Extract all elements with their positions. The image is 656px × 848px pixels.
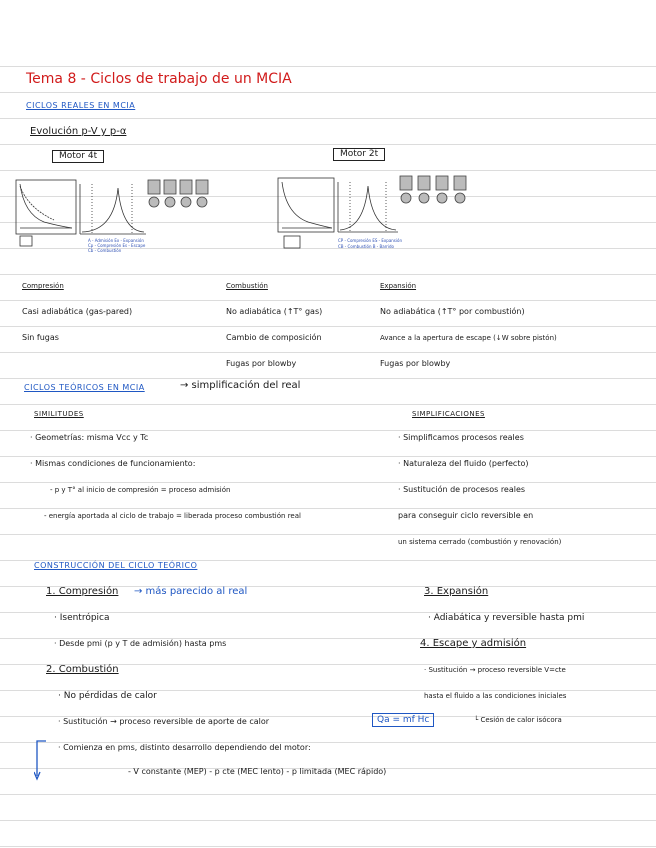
notebook-line [0, 430, 656, 431]
notebook-line [0, 846, 656, 847]
step-exhaust-item: · Sustitución → proceso reversible V=cte [424, 666, 566, 674]
notebook-line [0, 352, 656, 353]
pv-diagram-4t [16, 180, 76, 246]
combustion-variants: - V constante (MEP) - p cte (MEC lento) - p limitada (MEC rápido) [128, 767, 387, 776]
notebook-line [0, 482, 656, 483]
step-compression-title: 1. Compresión [46, 586, 119, 597]
notebook-line [0, 456, 656, 457]
p-alpha-diagram-4t [80, 184, 146, 234]
piston-sketches-2t [400, 176, 466, 203]
phase-compression-item: Sin fugas [22, 333, 59, 342]
similitudes-item: - p y T° al inicio de compresión = proceso admisión [50, 486, 231, 494]
step-compression-item: · Desde pmi (p y T de admisión) hasta pms [54, 639, 227, 648]
step-combustion-title: 2. Combustión [46, 664, 119, 675]
simplificaciones-title: SIMPLIFICACIONES [412, 410, 485, 418]
phase-expansion-item: Fugas por blowby [380, 359, 451, 368]
diagram-2-stroke [276, 174, 482, 258]
phase-expansion-item: No adiabática (↑T° por combustión) [380, 307, 525, 316]
notebook-line [0, 300, 656, 301]
step-combustion-item: · Comienza en pms, distinto desarrollo dependiendo del motor: [58, 743, 311, 752]
similitudes-item: · Mismas condiciones de funcionamiento: [30, 459, 196, 468]
notebook-line [0, 794, 656, 795]
notebook-line [0, 508, 656, 509]
notebook-line [0, 378, 656, 379]
notebook-line [0, 92, 656, 93]
phase-combustion-item: Cambio de composición [226, 333, 322, 342]
fig-caption-2t-2: CB - Combustión B - Barrido [338, 244, 394, 249]
phase-expansion-title: Expansión [380, 282, 417, 290]
similitudes-item: · Geometrías: misma Vcc y Tc [30, 433, 149, 442]
fig-caption-2t-1: CP - Compresión ES - Expansión [338, 238, 402, 243]
phase-compression-item: Casi adiabática (gas-pared) [22, 307, 133, 316]
similitudes-title: SIMILITUDES [34, 410, 84, 418]
step-exhaust-title: 4. Escape y admisión [420, 638, 527, 649]
down-arrow-icon [34, 738, 48, 782]
diagram-4-stroke [14, 176, 214, 258]
section-heading-construction: CONSTRUCCIÓN DEL CICLO TEÓRICO [34, 561, 198, 570]
section-heading-theoretical-cycles: CICLOS TEÓRICOS EN MCIA [24, 383, 145, 392]
step-combustion-item: · No pérdidas de calor [58, 691, 157, 701]
section-heading-real-cycles: CICLOS REALES EN MCIA [26, 101, 136, 110]
similitudes-item: - energía aportada al ciclo de trabajo = liberada proceso combustión real [44, 512, 301, 520]
motor-2t-label: Motor 2t [333, 148, 385, 161]
phase-compression-title: Compresión [22, 282, 64, 290]
fig-caption-4t-3: Cb - Combustión [88, 248, 122, 253]
fig-caption-4t-1: A - Admisión Ex - Expansión [88, 238, 144, 243]
notebook-line [0, 274, 656, 275]
notebook-line [0, 534, 656, 535]
step-expansion-item: · Adiabática y reversible hasta pmi [428, 613, 585, 623]
step-compression-item: · Isentrópica [54, 613, 110, 623]
notebook-line [0, 118, 656, 119]
simplificaciones-item: · Sustitución de procesos reales [398, 485, 526, 494]
motor-4t-label: Motor 4t [52, 150, 104, 163]
pv-diagram-2t [278, 178, 334, 248]
p-alpha-diagram-2t [338, 182, 398, 232]
step-exhaust-item: hasta el fluido a las condiciones iniciales [424, 692, 567, 700]
simplificaciones-item: un sistema cerrado (combustión y renovación) [398, 538, 562, 546]
phase-expansion-item: Avance a la apertura de escape (↓W sobre pistón) [380, 334, 557, 342]
step-expansion-title: 3. Expansión [424, 586, 489, 597]
piston-sketches-4t [148, 180, 208, 207]
phase-combustion-item: No adiabática (↑T° gas) [226, 307, 323, 316]
page-title: Tema 8 - Ciclos de trabajo de un MCIA [26, 71, 292, 87]
step-compression-note: → más parecido al real [134, 586, 248, 597]
notebook-line [0, 404, 656, 405]
notebook-line [0, 144, 656, 145]
phase-combustion-title: Combustión [226, 282, 268, 290]
fig-caption-4t-2: Cp - Compresión Es - Escape [88, 243, 146, 248]
phase-combustion-item: Fugas por blowby [226, 359, 297, 368]
step-combustion-item: · Sustitución → proceso reversible de aporte de calor [58, 717, 270, 726]
heat-formula-box: Qa = mf Hc [372, 713, 434, 727]
simplificaciones-item: para conseguir ciclo reversible en [398, 511, 534, 520]
notebook-line [0, 820, 656, 821]
subheading-evolution: Evolución p-V y p-α [30, 126, 127, 137]
notebook-line [0, 66, 656, 67]
notebook-line [0, 326, 656, 327]
simplification-note: → simplificación del real [180, 380, 301, 391]
notebook-line [0, 170, 656, 171]
simplificaciones-item: · Simplificamos procesos reales [398, 433, 524, 442]
simplificaciones-item: · Naturaleza del fluido (perfecto) [398, 459, 529, 468]
step-exhaust-item: └ Cesión de calor isócora [474, 716, 562, 724]
